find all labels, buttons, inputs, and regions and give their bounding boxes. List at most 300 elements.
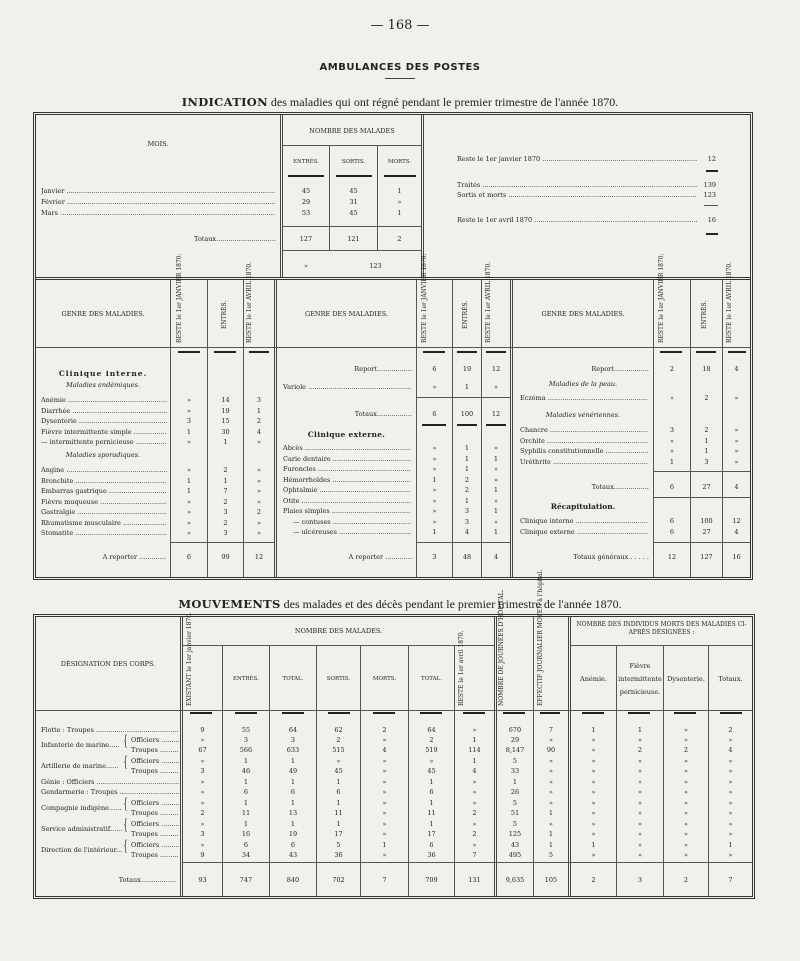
table3-cell: » — [684, 726, 688, 734]
table3-cell: » — [472, 799, 477, 807]
table3-cell: 6 — [429, 788, 434, 796]
report-label: Report................. — [354, 365, 412, 373]
cell: 29 — [301, 198, 311, 206]
cell: 45 — [349, 209, 358, 217]
row-label: Variole ..... — [283, 383, 411, 392]
table3-cell: » — [638, 757, 642, 765]
table1-bar — [336, 175, 372, 177]
table3-cell: » — [638, 841, 642, 849]
col-total: TOTAL. — [282, 676, 304, 682]
genre-header: GENRE DES MALADIES. — [305, 310, 388, 318]
table3-cell: » — [591, 767, 596, 775]
table3-cell: 6 — [290, 841, 296, 849]
cell: 121 — [347, 235, 360, 243]
table3-cell: 17 — [427, 830, 436, 838]
table3-total-cell: 7 — [728, 876, 733, 884]
row-label: Clinique externe ..... — [520, 527, 648, 538]
cell: 27 — [702, 483, 711, 491]
table3-cell: 19 — [288, 830, 298, 838]
brace: { — [123, 754, 128, 770]
corps-label: Génie : Officiers ..... — [41, 778, 179, 787]
table3-cell: » — [728, 820, 733, 828]
table3-cell: 1 — [336, 778, 341, 786]
corps-sub: Officiers ..... — [131, 799, 179, 808]
left-sporadic-labels — [41, 465, 167, 539]
row-label: Fièvre muqueuse ..... — [41, 497, 167, 508]
table3-cell: » — [638, 736, 642, 744]
table3-cell: 2 — [336, 736, 341, 744]
row-label: Dysenterie ..... — [41, 416, 167, 427]
table3-cell: 5 — [548, 851, 554, 859]
totaux-generaux-label: Totaux généraux . . . . . — [573, 553, 649, 561]
t2-bar — [486, 424, 506, 426]
table3-total-cell: 131 — [468, 876, 481, 884]
table3-cell: » — [382, 820, 387, 828]
col-entres: ENTRÉS. — [221, 300, 228, 330]
left-endemic-labels — [41, 395, 167, 448]
table3-total-cell: 2 — [591, 876, 596, 884]
table3-cell: 16 — [241, 830, 251, 838]
table3-cell: » — [638, 851, 642, 859]
table3-cell: » — [638, 820, 642, 828]
mois-header: MOIS. — [147, 140, 169, 148]
corps-sub: Officiers ..... — [131, 841, 179, 850]
cell: 2 — [669, 365, 675, 373]
cell: 6 — [432, 410, 437, 418]
t2-bar — [457, 351, 477, 353]
recap-heading: Récapitulation. — [550, 502, 616, 511]
cell: 45 — [301, 187, 311, 195]
cell: » — [670, 394, 674, 402]
table3-cell: » — [638, 767, 642, 775]
t3-line — [571, 645, 752, 646]
row-label: Embarras gastrique ..... — [41, 486, 167, 497]
nombre-header: NOMBRE DES MALADES — [309, 127, 395, 135]
table3-cell: 46 — [241, 767, 251, 775]
table3-cell: » — [684, 736, 688, 744]
col-morts: MORTS. — [372, 676, 397, 682]
t3-header-line — [36, 710, 752, 711]
table3-cell: 1 — [591, 841, 596, 849]
col-entres: ENTRÉS. — [233, 676, 259, 682]
t3-bar — [420, 712, 442, 714]
table3-cell: 3 — [290, 736, 296, 744]
t2-line — [654, 542, 750, 543]
table1-line — [283, 145, 421, 146]
middle-labels — [283, 443, 411, 538]
table3-cell: » — [728, 830, 733, 838]
table3-cell: » — [200, 757, 205, 765]
cell: 19 — [462, 365, 472, 373]
summary-value: 139 — [703, 181, 716, 189]
row-label: Fièvre intermittente simple ..... — [41, 427, 167, 438]
cell: 4 — [493, 553, 499, 561]
table3-cell: » — [549, 736, 553, 744]
corps-label: Artillerie de marine...... — [41, 762, 119, 770]
recap-col-a: 6 6 — [669, 517, 675, 536]
table3-cell: 566 — [239, 746, 253, 754]
t2-line — [171, 542, 274, 543]
row-label: Anémie ..... — [41, 395, 167, 406]
table3-cell: 6 — [290, 788, 296, 796]
table3-cell: 13 — [288, 809, 298, 817]
summary-label: Reste le 1er avril 1870 ..... — [457, 216, 697, 225]
cell: 12 — [254, 553, 264, 561]
table3-cell: » — [382, 799, 387, 807]
col-total: TOTAL. — [421, 676, 442, 682]
table3-cell: » — [728, 767, 733, 775]
t3-bar — [503, 712, 525, 714]
col-sortis: SORTIS. — [326, 676, 351, 682]
table3-cell: 4 — [472, 767, 477, 775]
cell: 127 — [299, 235, 313, 243]
col-anemie: Anémie. — [580, 675, 607, 683]
brace: { — [123, 796, 128, 812]
col-morts: MORTS. — [387, 159, 412, 165]
table1-divider — [280, 115, 283, 277]
left-col-b: 14 19 15 30 1 — [221, 396, 230, 446]
corps-sub: Officiers ..... — [131, 757, 179, 766]
row-label: Angine ..... — [41, 465, 167, 476]
table3-total-cell: 840 — [286, 876, 300, 884]
table3-cell: 9 — [200, 726, 205, 734]
cell: 2 — [704, 394, 709, 402]
corps-sub: Troupes ..... — [131, 767, 179, 776]
table3-cell: » — [549, 767, 553, 775]
t3-line — [183, 645, 494, 646]
t2-bar — [660, 351, 682, 353]
table3-cell: 5 — [512, 799, 518, 807]
table3-cell: » — [728, 757, 733, 765]
table3-cell: » — [591, 788, 596, 796]
corps-sub: Officiers ..... — [131, 736, 179, 745]
table3-cell: » — [200, 799, 205, 807]
table1-totaux-label: Totaux............................. — [193, 235, 276, 243]
t2-bar — [728, 351, 746, 353]
table3-cell: » — [728, 809, 733, 817]
t3-bar — [628, 712, 650, 714]
t2-bar — [178, 351, 200, 353]
recap-col-c: 12 4 — [732, 517, 741, 536]
cell: 53 — [301, 209, 311, 217]
table3-cell: » — [200, 788, 205, 796]
table3-cell: 36 — [427, 851, 436, 859]
table3-cell: » — [382, 830, 387, 838]
table3-cell: 1 — [243, 778, 249, 786]
summary-value: 123 — [703, 191, 716, 199]
table3-cell: 64 — [427, 726, 436, 734]
table3-cell: 55 — [241, 726, 251, 734]
subheading: Maladies de la peau. — [548, 380, 618, 388]
table3-cell: 1 — [290, 757, 296, 765]
table3-totaux-label: Totaux................. — [118, 876, 176, 884]
designation-header: DÉSIGNATION DES CORPS. — [60, 660, 156, 668]
morts-header: NOMBRE DES INDIVIDUS MORTS DES MALADIES CI-APRÈS DÉSIGNÉES : — [576, 621, 747, 636]
table3-cell: 1 — [472, 736, 477, 744]
table3-cell: 3 — [200, 830, 205, 838]
middle-col-c: » 1 » » 1 » 1 » 1 — [493, 444, 499, 536]
col-reste: RESTE le 1er avril 1870. — [458, 630, 465, 706]
row-label: — ulcéreuses ..... — [283, 527, 411, 538]
t2-line — [654, 497, 750, 498]
section-title: AMBULANCES DES POSTES — [319, 62, 481, 73]
table1-row-label: Février ..... — [41, 198, 275, 207]
row-label: Clinique interne ..... — [520, 516, 648, 527]
table3-cell: 2 — [472, 830, 477, 838]
table3-cell: 1 — [243, 820, 249, 828]
col-journees: NOMBRE DE JOURNÉES D'HÔPITAL. — [498, 589, 505, 706]
table3-cell: » — [591, 830, 596, 838]
table3-cell: 6 — [336, 788, 341, 796]
t2-divider — [510, 280, 513, 577]
corps-label: Service administratif...... — [41, 825, 123, 833]
table3-title: MOUVEMENTS des malades et des décès pendant le premier trimestre de l'année 1870. — [178, 597, 622, 611]
table1-line — [283, 226, 421, 227]
col-existant: EXISTANT le 1er janvier 1870. — [186, 612, 193, 706]
brace: { — [123, 733, 128, 749]
table3-cell: » — [638, 799, 642, 807]
table3-cell: 2 — [683, 746, 689, 754]
table3-cell: 62 — [334, 726, 343, 734]
table1-line — [283, 250, 421, 251]
summary-line — [704, 205, 718, 206]
table3-cell: 1 — [548, 830, 554, 838]
table3-cell: 1 — [290, 799, 296, 807]
table3-cell: » — [684, 851, 688, 859]
corps-sub: Troupes ..... — [131, 746, 179, 755]
table3-cell: 1 — [728, 841, 733, 849]
row-label: Bronchite ..... — [41, 476, 167, 487]
table3-cell: 4 — [382, 746, 387, 754]
table3-cell: » — [684, 778, 688, 786]
table3-cell: 2 — [200, 809, 205, 817]
table3-total-cell: 105 — [544, 876, 558, 884]
table1-row-label: Janvier ..... — [41, 187, 275, 196]
table3-cell: 49 — [288, 767, 298, 775]
table3-cell: 1 — [382, 841, 387, 849]
col-reste-jan: RESTE le 1er JANVIER 1870. — [658, 253, 665, 343]
t2-bar — [422, 424, 446, 426]
table1-bar — [384, 175, 416, 177]
table3-cell: 90 — [546, 746, 556, 754]
t2-header-line — [36, 347, 750, 348]
t3-bar — [582, 712, 604, 714]
page-number: — 168 — — [370, 18, 430, 33]
brace: { — [123, 838, 128, 854]
table3-cell: 2 — [637, 746, 643, 754]
row-label: Chancre ..... — [520, 425, 648, 436]
cell: 18 — [702, 365, 711, 373]
summary-label: Reste le 1er janvier 1870 ..... — [457, 155, 697, 164]
table3-cell: 1 — [336, 820, 341, 828]
title-rule — [385, 78, 415, 79]
table3-cell: » — [684, 757, 688, 765]
table3-cell: » — [638, 830, 642, 838]
col-reste-jan: RESTE le 1er JANVIER 1870. — [421, 253, 428, 343]
row-label: Orchite ..... — [520, 436, 648, 447]
table3-cell: » — [591, 851, 596, 859]
table3-cell: » — [472, 726, 477, 734]
table3-cell: » — [728, 778, 733, 786]
table3-cell: 495 — [508, 851, 522, 859]
table3-cell: 64 — [288, 726, 298, 734]
table3-cell: » — [684, 830, 688, 838]
table3-total-cell: 702 — [332, 876, 345, 884]
recap-labels — [520, 516, 648, 537]
table3-cell: » — [638, 788, 642, 796]
table3-cell: 1 — [290, 778, 296, 786]
genre-header: GENRE DES MALADIES. — [541, 310, 625, 318]
recap-col-b: 100 27 — [700, 517, 713, 536]
col-entres: ENTRÉS. — [462, 300, 469, 330]
table3-cell: » — [591, 778, 596, 786]
table3-cell: » — [728, 799, 733, 807]
table3-cell: 6 — [243, 788, 249, 796]
t2-bar — [423, 351, 445, 353]
cell: 2 — [397, 235, 402, 243]
table3-cell: 26 — [510, 788, 520, 796]
row-label: — intermittente pernicieuse ..... — [41, 437, 167, 448]
table3-cell: » — [429, 757, 434, 765]
table3-cell: 633 — [286, 746, 300, 754]
table3-cell: » — [684, 809, 688, 817]
summary-label: Traités ..... — [457, 181, 697, 190]
table3-cell: » — [200, 736, 205, 744]
table3-cell: 2 — [472, 809, 477, 817]
totaux-label: Totaux................. — [354, 410, 412, 418]
t3-bar — [463, 712, 485, 714]
row-label: Carie dentaire ..... — [283, 454, 411, 465]
left-col-a: » 1 1 » » » » — [186, 466, 192, 537]
subheading: Maladies vénériennes. — [545, 411, 621, 419]
table3-cell: » — [591, 757, 596, 765]
table3-cell: » — [200, 778, 205, 786]
table3-cell: 2 — [382, 726, 387, 734]
row-label: Otite ..... — [283, 496, 411, 507]
table3-cell: » — [638, 809, 642, 817]
middle-col-a: » » » 1 » » » » 1 — [432, 444, 437, 536]
col-entres: ENTRÉS. — [701, 300, 708, 330]
col-reste-avr: RESTE le 1er AVRIL 1870. — [485, 261, 492, 343]
cell: » — [432, 383, 437, 391]
cell: 16 — [732, 553, 741, 561]
row-label: Hémorrhoïdes ..... — [283, 475, 411, 486]
row-label: Ophtalmie ..... — [283, 485, 411, 496]
table3-cell: » — [728, 851, 733, 859]
table3-cell: 1 — [336, 799, 341, 807]
table3-cell: 1 — [429, 778, 434, 786]
table3-cell: » — [591, 820, 596, 828]
cell: 4 — [734, 483, 739, 491]
corps-label: Direction de l'intérieur... — [41, 846, 123, 854]
table3-cell: 1 — [548, 841, 554, 849]
nombre-header: NOMBRE DES MALADES. — [294, 627, 383, 635]
cell: 12 — [491, 365, 501, 373]
table3-total-cell: 93 — [198, 876, 207, 884]
reporter-label: A reporter ............. — [348, 553, 412, 561]
summary-label: Sortis et morts ..... — [457, 191, 697, 200]
table3-cell: 125 — [508, 830, 522, 838]
corps-label: Compagnie indigène...... — [41, 804, 122, 812]
table3-cell: 5 — [336, 841, 341, 849]
table3-cell: 17 — [334, 830, 343, 838]
table3-cell: 1 — [290, 820, 296, 828]
table3-cell: » — [549, 799, 553, 807]
table3-cell: 5 — [512, 757, 518, 765]
t2-bar — [486, 351, 506, 353]
table3-cell: 9 — [200, 851, 205, 859]
table3-total-cell: 9,635 — [505, 876, 525, 884]
cell: 1 — [464, 383, 470, 391]
t3-bar — [282, 712, 304, 714]
t2-bar — [214, 351, 236, 353]
table3-cell: 34 — [241, 851, 251, 859]
table3-cell: » — [549, 778, 553, 786]
table3-cell: » — [382, 778, 387, 786]
table3-cell: 8,147 — [505, 746, 525, 754]
table3-cell: » — [549, 820, 553, 828]
table3-cell: » — [472, 841, 477, 849]
col-effectif: EFFECTIF JOURNALIER MOYEN à l'hôpital. — [537, 569, 544, 706]
table3-cell: 6 — [243, 841, 249, 849]
row-label: Diarrhée ..... — [41, 406, 167, 417]
row-label: Furoncles ..... — [283, 464, 411, 475]
row-label: Abcès ..... — [283, 443, 411, 454]
table3-cell: » — [638, 778, 642, 786]
t3-bar — [190, 712, 212, 714]
table3-cell: 1 — [591, 726, 596, 734]
left-col-c: 3 1 2 4 » — [256, 396, 262, 446]
cell: » — [734, 394, 739, 402]
t3-totals-line — [183, 862, 752, 863]
table3-cell: 11 — [427, 809, 436, 817]
table3-cell: 1 — [429, 820, 434, 828]
cell: » — [494, 383, 498, 391]
right-col-b: 2 1 1 3 — [704, 426, 709, 466]
cell: » — [397, 198, 402, 206]
clinique-interne-heading: Clinique interne. — [58, 369, 148, 378]
table3-cell: 519 — [425, 746, 438, 754]
cell: » — [304, 262, 308, 270]
clinique-externe-heading: Clinique externe. — [307, 430, 386, 439]
table3-cell: 1 — [548, 809, 554, 817]
table3-total-cell: 2 — [683, 876, 689, 884]
table3-cell: 1 — [429, 799, 434, 807]
t2-line — [417, 542, 510, 543]
subheading: Maladies sporadiques. — [65, 451, 141, 459]
cell: 4 — [734, 365, 739, 373]
table3-cell: 7 — [472, 851, 477, 859]
summary-value: 16 — [707, 216, 716, 224]
table3-cell: 67 — [198, 746, 207, 754]
table3-cell: 11 — [241, 809, 251, 817]
table3-cell: » — [684, 788, 688, 796]
table3-cell: 43 — [510, 841, 520, 849]
table3-cell: 45 — [427, 767, 436, 775]
t2-divider — [274, 280, 277, 577]
table3-cell: 1 — [512, 778, 518, 786]
genre-header: GENRE DES MALADIES. — [61, 310, 145, 318]
col-fievre: Fièvre intermittente pernicieuse. — [618, 662, 662, 696]
summary-bar — [706, 233, 718, 235]
table1-title: INDICATION des maladies qui ont régné pendant le premier trimestre de l'année 1870. — [181, 95, 619, 109]
table3-cell: 1 — [243, 757, 249, 765]
totaux-label: Totaux................. — [591, 483, 649, 491]
table1-bar — [288, 175, 324, 177]
table3-cell: 4 — [728, 746, 733, 754]
right-col-c: » » » » — [734, 426, 739, 466]
cell: 1 — [397, 209, 402, 217]
